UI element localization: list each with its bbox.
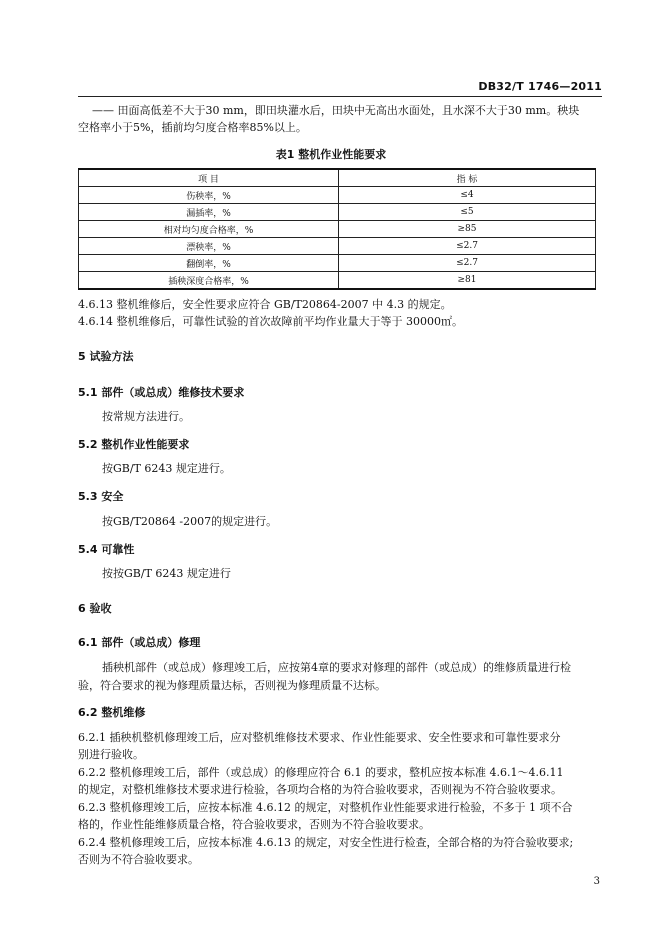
table-cell-value: ≥81 — [339, 272, 596, 290]
clause-6-2-1-line-1: 6.2.1 插秧机整机修理竣工后，应对整机维修技术要求、作业性能要求、安全性要求和可靠性要求分 — [78, 731, 561, 744]
clause-6-2-4-line-2: 否则为不符合验收要求。 — [78, 853, 199, 866]
table-header-row — [79, 169, 596, 187]
table-cell-value: ≤2.7 — [339, 238, 596, 255]
section-5-2-text: 按GB/T 6243 规定进行。 — [102, 462, 231, 475]
table-header-item: 项 目 — [79, 169, 339, 187]
clause-6-2-2-line-2: 的规定，对整机维修技术要求进行检验，各项均合格的为符合验收要求，否则视为不符合验收要求。 — [78, 783, 562, 796]
section-5-4-text: 按按GB/T 6243 规定进行 — [102, 567, 231, 580]
clause-6-2-3-line-2: 格的，作业性能维修质量合格，符合验收要求，否则为不符合验收要求。 — [78, 818, 430, 831]
table-cell-item: 翻倒率，% — [79, 255, 339, 272]
section-5-3-title: 5.3 安全 — [78, 490, 124, 503]
clause-6-2-3-line-1: 6.2.3 整机修理竣工后，应按本标准 4.6.12 的规定，对整机作业性能要求进行检验，不多于 1 项不合 — [78, 801, 573, 814]
intro-line-2: 空格率小于5%，插前均匀度合格率85%以上。 — [78, 121, 307, 134]
section-5-1-title: 5.1 部件（或总成）维修技术要求 — [78, 386, 245, 399]
header-rule — [78, 96, 602, 97]
section-5-title: 5 试验方法 — [78, 350, 134, 363]
section-6-1-line-2: 验，符合要求的视为修理质量达标，否则视为修理质量不达标。 — [78, 679, 386, 692]
table-cell-item: 漂秧率，% — [79, 238, 339, 255]
table-title: 表1 整机作业性能要求 — [275, 148, 387, 161]
section-6-1-line-1: 插秧机部件（或总成）修理竣工后，应按第4章的要求对修理的部件（或总成）的维修质量进行检 — [102, 661, 571, 674]
clause-6-2-1-line-2: 别进行验收。 — [78, 748, 144, 761]
table-row — [79, 272, 596, 290]
table-row — [79, 238, 596, 255]
clause-6-2-4-line-1: 6.2.4 整机修理竣工后，应按本标准 4.6.13 的规定，对安全性进行检查，全部合格的为符合验收要求; — [78, 836, 574, 849]
table-cell-item: 漏插率，% — [79, 204, 339, 221]
table-row — [79, 204, 596, 221]
table-cell-value: ≤4 — [339, 187, 596, 204]
table-row — [79, 187, 596, 204]
table-cell-value: ≤5 — [339, 204, 596, 221]
section-6-2-title: 6.2 整机维修 — [78, 706, 146, 719]
clause-4-6-13: 4.6.13 整机维修后，安全性要求应符合 GB/T20864-2007 中 4.3 的规定。 — [78, 298, 452, 311]
page-number: 3 — [593, 876, 600, 887]
section-5-3-text: 按GB/T20864 -2007的规定进行。 — [102, 515, 278, 528]
section-6-title: 6 验收 — [78, 602, 112, 615]
intro-line-1: —— 田面高低差不大于30 mm，即田块灌水后，田块中无高出水面处，且水深不大于30 mm。秧块 — [92, 104, 580, 117]
section-6-1-title: 6.1 部件（或总成）修理 — [78, 636, 201, 649]
performance-table — [78, 168, 596, 290]
section-5-4-title: 5.4 可靠性 — [78, 543, 135, 556]
table-cell-item: 插秧深度合格率，% — [79, 272, 339, 290]
table-cell-value: ≥85 — [339, 221, 596, 238]
document-code: DB32/T 1746—2011 — [478, 80, 602, 93]
section-5-1-text: 按常规方法进行。 — [102, 410, 190, 423]
table-cell-item: 相对均匀度合格率，% — [79, 221, 339, 238]
table-header-value: 指 标 — [339, 169, 596, 187]
table-cell-value: ≤2.7 — [339, 255, 596, 272]
clause-4-6-14: 4.6.14 整机维修后，可靠性试验的首次故障前平均作业量大于等于 30000㎡。 — [78, 315, 463, 328]
table-row — [79, 255, 596, 272]
clause-6-2-2-line-1: 6.2.2 整机修理竣工后，部件（或总成）的修理应符合 6.1 的要求，整机应按本标准 4.6.1～4.6.11 — [78, 766, 564, 779]
table-cell-item: 伤秧率，% — [79, 187, 339, 204]
section-5-2-title: 5.2 整机作业性能要求 — [78, 438, 190, 451]
table-row — [79, 221, 596, 238]
